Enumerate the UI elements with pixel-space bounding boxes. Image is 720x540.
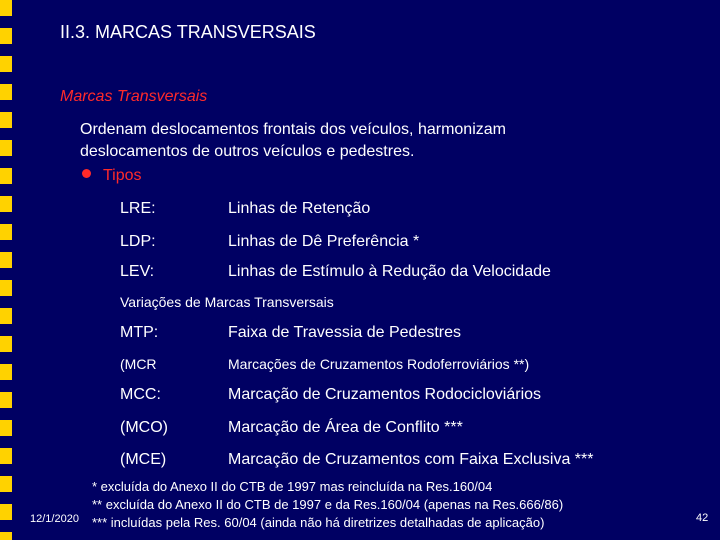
types-label: Tipos: [103, 167, 142, 184]
type-description: Linhas de Estímulo à Redução da Velocidade: [228, 263, 551, 280]
slide-title: II.3. MARCAS TRANSVERSAIS: [60, 22, 316, 42]
variation-description: Faixa de Travessia de Pedestres: [228, 324, 462, 341]
type-code: LRE:: [120, 200, 156, 217]
footnote-1: * excluída do Anexo II do CTB de 1997 mas reincluída na Res.160/04: [92, 479, 493, 494]
left-dashed-border: [0, 0, 12, 540]
variations-label: Variações de Marcas Transversais: [120, 294, 334, 310]
type-code: LEV:: [120, 263, 155, 280]
footnotes: [92, 478, 563, 532]
bullet-dot-icon: [82, 169, 91, 178]
page-number: 42: [696, 512, 709, 524]
variation-code: MTP:: [120, 324, 159, 341]
intro-line-1: Ordenam deslocamentos frontais dos veículos, harmonizam: [80, 121, 506, 138]
intro-text: [80, 119, 506, 163]
variation-code: (MCE): [120, 451, 167, 468]
intro-line-2: deslocamentos de outros veículos e pedestres.: [80, 143, 415, 160]
variation-code: MCC:: [120, 386, 161, 403]
footnote-2: ** excluída do Anexo II do CTB de 1997 e da Res.160/04 (apenas na Res.666/86): [92, 497, 564, 512]
type-description: Linhas de Retenção: [228, 200, 371, 217]
variation-description: Marcação de Área de Conflito ***: [228, 419, 463, 436]
variation-code: (MCO): [120, 419, 168, 436]
variation-description: Marcação de Cruzamentos com Faixa Exclusiva ***: [228, 451, 594, 468]
type-code: LDP:: [120, 233, 156, 250]
variation-code: (MCR: [120, 356, 157, 372]
footnote-3: *** incluídas pela Res. 60/04 (ainda não há diretrizes detalhadas de aplicação): [92, 515, 545, 530]
section-subtitle: Marcas Transversais: [60, 88, 208, 105]
slide-date: 12/1/2020: [30, 513, 79, 525]
variation-description: Marcação de Cruzamentos Rodocicloviários: [228, 386, 542, 403]
type-description: Linhas de Dê Preferência *: [228, 233, 420, 250]
types-bullet: [82, 167, 142, 185]
variation-description: Marcações de Cruzamentos Rodoferroviários **): [228, 356, 530, 372]
